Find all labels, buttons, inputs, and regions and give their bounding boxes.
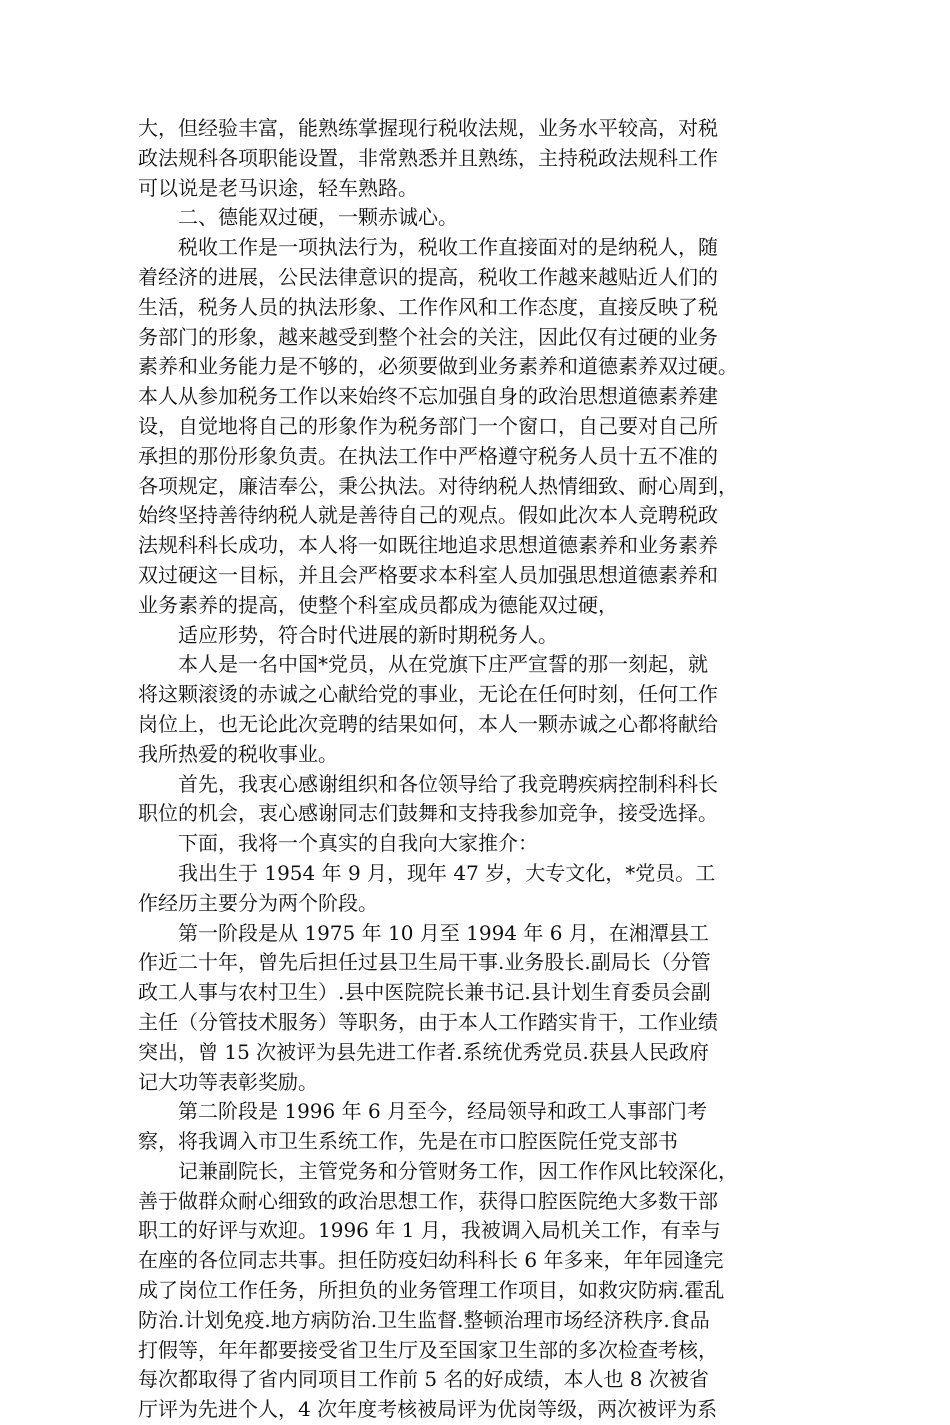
text-line: 职位的机会，衷心感谢同志们鼓舞和支持我参加竞争，接受选择。 — [138, 801, 718, 826]
text-line: 首先，我衷心感谢组织和各位领导给了我竞聘疾病控制科科长 — [178, 771, 718, 796]
text-line: 着经济的进展，公民法律意识的提高，税收工作越来越贴近人们的 — [138, 264, 718, 289]
text-line: 主任（分管技术服务）等职务，由于本人工作踏实肯干，工作业绩 — [138, 1009, 718, 1034]
text-line: 成了岗位工作任务，所担负的业务管理工作项目，如救灾防病.霍乱 — [138, 1278, 725, 1303]
document-body — [138, 114, 818, 1425]
text-line: 适应形势，符合时代进展的新时期税务人。 — [178, 622, 558, 647]
text-line: 记兼副院长，主管党务和分管财务工作，因工作作风比较深化， — [178, 1158, 738, 1183]
text-line: 我所热爱的税收事业。 — [138, 741, 338, 766]
text-line: 下面，我将一个真实的自我向大家推介： — [178, 831, 538, 856]
text-line: 可以说是老马识途，轻车熟路。 — [138, 175, 418, 200]
text-line: 始终坚持善待纳税人就是善待自己的观点。假如此次本人竞聘税政 — [138, 503, 718, 528]
text-line: 双过硬这一目标，并且会严格要求本科室人员加强思想道德素养和 — [138, 562, 718, 587]
text-line: 作近二十年，曾先后担任过县卫生局干事.业务股长.副局长（分管 — [138, 950, 711, 975]
text-line: 本人从参加税务工作以来始终不忘加强自身的政治思想道德素养建 — [138, 384, 718, 409]
text-line: 防治.计划免疫.地方病防治.卫生监督.整顿治理市场经济秩序.食品 — [138, 1307, 710, 1332]
text-line: 作经历主要分为两个阶段。 — [138, 890, 378, 915]
text-line: 承担的那份形象负责。在执法工作中严格遵守税务人员十五不准的 — [138, 443, 718, 468]
text-line: 察，将我调入市卫生系统工作，先是在市口腔医院任党支部书 — [138, 1129, 678, 1154]
text-line: 务部门的形象，越来越受到整个社会的关注，因此仅有过硬的业务 — [138, 324, 718, 349]
text-line: 设，自觉地将自己的形象作为税务部门一个窗口，自己要对自己所 — [138, 413, 718, 438]
text-line: 职工的好评与欢迎。1996 年 1 月，我被调入局机关工作，有幸与 — [138, 1218, 721, 1243]
text-line: 第二阶段是 1996 年 6 月至今，经局领导和政工人事部门考 — [178, 1099, 708, 1124]
text-line: 突出，曾 15 次被评为县先进工作者.系统优秀党员.获县人民政府 — [138, 1039, 709, 1064]
text-line: 政法规科各项职能设置，非常熟悉并且熟练，主持税政法规科工作 — [138, 145, 718, 170]
text-line: 第一阶段是从 1975 年 10 月至 1994 年 6 月，在湘潭县工 — [178, 920, 709, 945]
text-line: 每次都取得了省内同项目工作前 5 名的好成绩，本人也 8 次被省 — [138, 1367, 709, 1392]
text-line: 岗位上，也无论此次竞聘的结果如何，本人一颗赤诚之心都将献给 — [138, 711, 718, 736]
text-line: 各项规定，廉洁奉公，秉公执法。对待纳税人热情细致、耐心周到， — [138, 473, 738, 498]
text-line: 大，但经验丰富，能熟练掌握现行税收法规，业务水平较高，对税 — [138, 116, 718, 140]
text-line: 政工人事与农村卫生）.县中医院院长兼书记.县计划生育委员会副 — [138, 980, 711, 1005]
text-line: 素养和业务能力是不够的，必须要做到业务素养和道德素养双过硬。 — [138, 354, 738, 379]
text-line: 税收工作是一项执法行为，税收工作直接面对的是纳税人，随 — [178, 235, 718, 260]
text-line: 记大功等表彰奖励。 — [138, 1069, 318, 1094]
text-line: 将这颗滚烫的赤诚之心献给党的事业，无论在任何时刻，任何工作 — [138, 682, 718, 707]
text-line: 业务素养的提高，使整个科室成员都成为德能双过硬， — [138, 592, 618, 617]
text-line: 打假等，年年都要接受省卫生厅及至国家卫生部的多次检查考核， — [138, 1337, 718, 1362]
text-line: 善于做群众耐心细致的政治思想工作，获得口腔医院绝大多数干部 — [138, 1188, 718, 1213]
text-line: 厅评为先进个人，4 次年度考核被局评为优岗等级，两次被评为系 — [138, 1397, 718, 1422]
text-line: 二、德能双过硬，一颗赤诚心。 — [178, 205, 458, 230]
text-line: 我出生于 1954 年 9 月，现年 47 岁，大专文化，*党员。工 — [178, 860, 716, 885]
text-line: 本人是一名中国*党员，从在党旗下庄严宣誓的那一刻起，就 — [178, 652, 708, 677]
text-line: 生活，税务人员的执法形象、工作作风和工作态度，直接反映了税 — [138, 294, 718, 319]
text-line: 在座的各位同志共事。担任防疫妇幼科科长 6 年多来，年年园逢完 — [138, 1248, 724, 1273]
text-line: 法规科科长成功，本人将一如既往地追求思想道德素养和业务素养 — [138, 533, 718, 558]
